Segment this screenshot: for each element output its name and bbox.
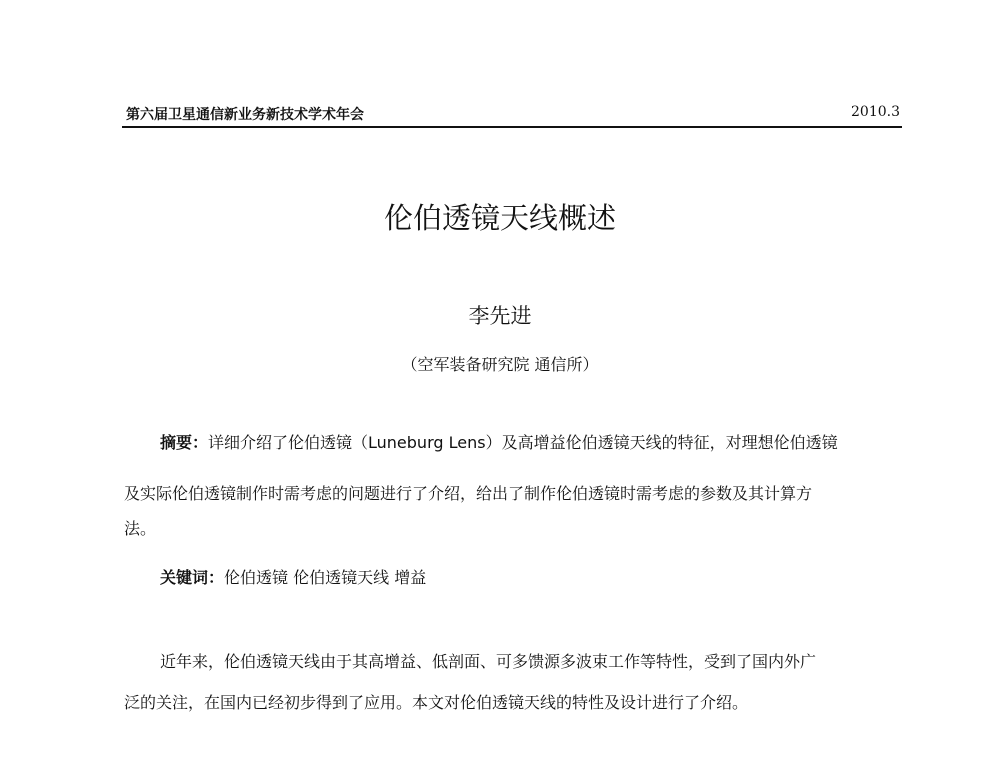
abstract-label: 摘要：: [160, 433, 209, 452]
keywords-label: 关键词：: [160, 568, 225, 587]
author-name: 李先进: [468, 304, 532, 328]
conference-name: 第六届卫星通信新业务新技术学术年会: [126, 107, 364, 123]
abstract-text: 详细介绍了伦伯透镜（Luneburg Lens）及高增益伦伯透镜天线的特征，对理想伦伯透镜: [208, 433, 838, 452]
publication-date: 2010.3: [851, 104, 900, 120]
author-affiliation: （空军装备研究院 通信所）: [401, 355, 599, 374]
abstract-line: 法。: [124, 519, 157, 538]
body-paragraph-line: 泛的关注，在国内已经初步得到了应用。本文对伦伯透镜天线的特性及设计进行了介绍。: [124, 693, 749, 712]
abstract-line: [160, 435, 838, 451]
body-paragraph-line: 近年来，伦伯透镜天线由于其高增益、低剖面、可多馈源多波束工作等特性，受到了国内外广: [160, 652, 817, 671]
paper-title: 伦伯透镜天线概述: [383, 201, 616, 235]
page-header: [122, 104, 902, 128]
keywords-line: [160, 570, 426, 586]
keywords-text: 伦伯透镜 伦伯透镜天线 增益: [224, 568, 427, 587]
abstract-line: 及实际伦伯透镜制作时需考虑的问题进行了介绍，给出了制作伦伯透镜时需考虑的参数及其计算方: [124, 484, 813, 503]
